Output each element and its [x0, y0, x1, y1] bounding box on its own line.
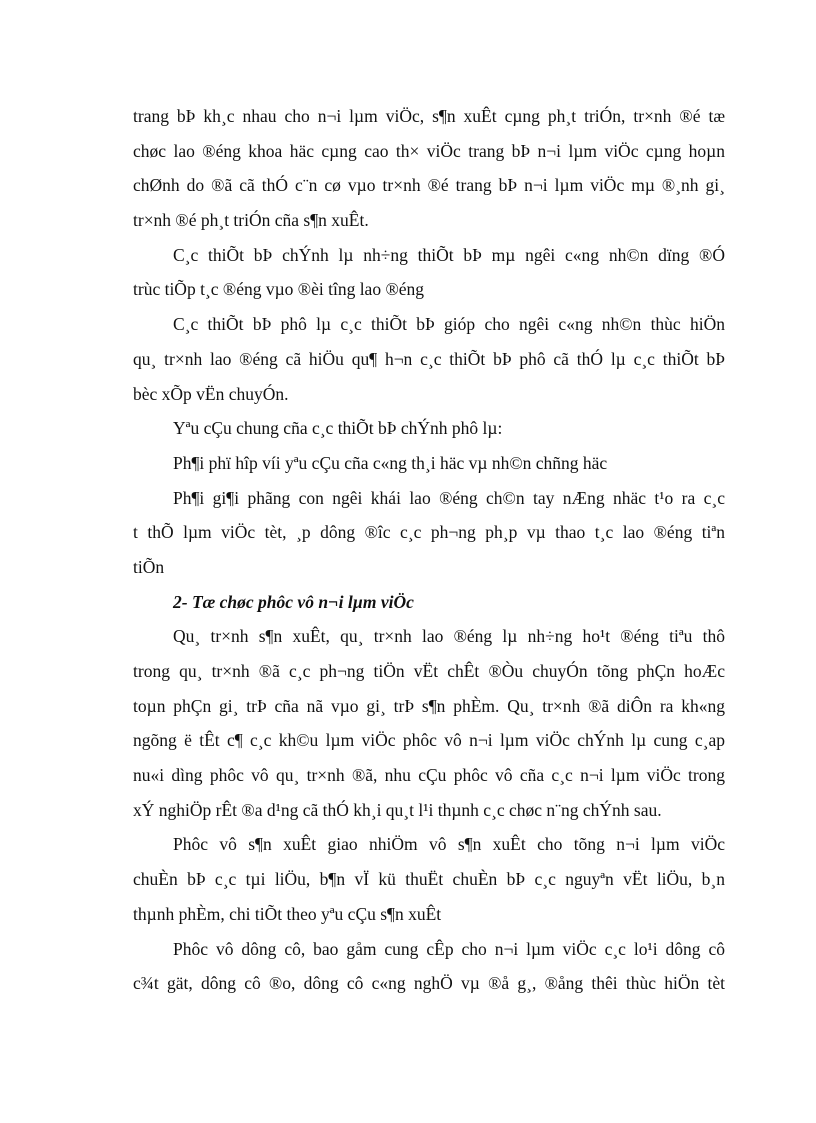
text-line: ngõng ë tÊt c¶ c¸c kh©u lµm viÖc phôc vô n¬i lµm viÖc chÝnh lµ cung c¸ap: [133, 730, 725, 751]
text-line: tiÕn: [133, 556, 165, 577]
text-line: chøc lao ®éng khoa häc cµng cao th× viÖc trang bÞ n¬i lµm viÖc cµng hoµn: [133, 140, 725, 161]
text-line: trang bÞ kh¸c nhau cho n¬i lµm viÖc, s¶n xuÊt cµng ph¸t triÓn, tr×nh ®é tæ: [133, 106, 725, 126]
text-line: chuÈn bÞ c¸c tµi liÖu, b¶n vÏ kü thuËt chuÈn bÞ c¸c nguyªn vËt liÖu, b¸n: [133, 869, 725, 890]
text-line: Yªu cÇu chung cña c¸c thiÕt bÞ chÝnh phô lµ:: [173, 418, 503, 439]
text-line: Ph¶i phï hîp víi yªu cÇu cña c«ng th¸i häc vµ nh©n chñng häc: [173, 452, 608, 473]
section-heading: 2- Tæ chøc phôc vô n¬i lµm viÖc: [173, 591, 414, 612]
text-line: Phôc vô s¶n xuÊt giao nhiÖm vô s¶n xuÊt cho tõng n¬i lµm viÖc: [173, 834, 725, 855]
text-line: qu¸ tr×nh lao ®éng cã hiÖu qu¶ h¬n c¸c thiÕt bÞ phô cã thÓ lµ c¸c thiÕt bÞ: [133, 348, 725, 369]
text-line: Phôc vô dông cô, bao gåm cung cÊp cho n¬i lµm viÖc c¸c lo¹i dông cô: [173, 938, 725, 959]
text-line: trùc tiÕp t¸c ®éng vµo ®èi tîng lao ®éng: [133, 279, 425, 300]
text-line: trong qu¸ tr×nh ®ã c¸c ph¬ng tiÖn vËt chÊt ®Òu chuyÓn tõng phÇn hoÆc: [133, 661, 725, 681]
text-line: t thÕ lµm viÖc tèt, ¸p dông ®îc c¸c ph¬ng ph¸p vµ thao t¸c lao ®éng tiªn: [133, 522, 725, 543]
text-line: c¾t gät, dông cô ®o, dông cô c«ng nghÖ vµ ®å g¸, ®ång thêi thùc hiÖn tèt: [133, 973, 725, 994]
document-body: [133, 99, 725, 1001]
text-line: Qu¸ tr×nh s¶n xuÊt, qu¸ tr×nh lao ®éng lµ nh÷ng ho¹t ®éng tiªu thô: [173, 626, 725, 647]
text-line: tr×nh ®é ph¸t triÓn cña s¶n xuÊt.: [133, 210, 369, 231]
text-line: C¸c thiÕt bÞ phô lµ c¸c thiÕt bÞ gióp cho ngêi c«ng nh©n thùc hiÖn: [173, 314, 725, 335]
text-line: Ph¶i gi¶i phãng con ngêi khái lao ®éng ch©n tay nÆng nhäc t¹o ra c¸c: [173, 487, 725, 508]
text-line: C¸c thiÕt bÞ chÝnh lµ nh÷ng thiÕt bÞ mµ ngêi c«ng nh©n dïng ®Ó: [173, 244, 725, 265]
text-line: bèc xÕp vËn chuyÓn.: [133, 383, 289, 404]
text-line: nu«i dìng phôc vô qu¸ tr×nh ®ã, nhu cÇu phôc vô cña c¸c n¬i lµm viÖc trong: [133, 765, 725, 786]
text-line: chØnh do ®ã cã thÓ c¨n cø vµo tr×nh ®é trang bÞ n¬i lµm viÖc mµ ®¸nh gi¸: [133, 175, 725, 196]
text-line: thµnh phÈm, chi tiÕt theo yªu cÇu s¶n xuÊt: [133, 903, 442, 924]
text-line: xÝ nghiÖp rÊt ®a d¹ng cã thÓ kh¸i qu¸t l¹i thµnh c¸c chøc n¨ng chÝnh sau.: [133, 799, 662, 820]
text-line: toµn phÇn gi¸ trÞ cña nã vµo gi¸ trÞ s¶n phÈm. Qu¸ tr×nh ®ã diÔn ra kh«ng: [133, 695, 725, 716]
